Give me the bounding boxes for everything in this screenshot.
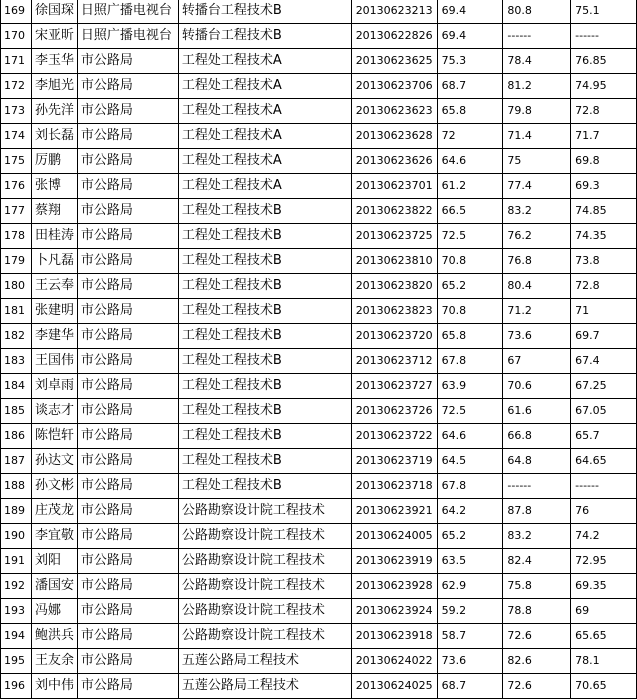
written-score-cell: 62.9 — [437, 574, 503, 599]
row-number-cell: 173 — [1, 99, 32, 124]
position-cell: 工程处工程技术A — [178, 174, 351, 199]
total-score-cell: 72.8 — [571, 99, 637, 124]
interview-score-cell: 79.8 — [503, 99, 571, 124]
employer-cell: 市公路局 — [77, 524, 178, 549]
exam-id-cell: 20130623712 — [351, 349, 437, 374]
written-score-cell: 64.2 — [437, 499, 503, 524]
total-score-cell: 78.1 — [571, 649, 637, 674]
position-cell: 工程处工程技术A — [178, 124, 351, 149]
exam-id-cell: 20130623727 — [351, 374, 437, 399]
table-row — [1, 274, 637, 299]
exam-id-cell: 20130623628 — [351, 124, 437, 149]
exam-id-cell: 20130623706 — [351, 74, 437, 99]
position-cell: 公路勘察设计院工程技术 — [178, 549, 351, 574]
candidate-name-cell: 王国伟 — [31, 349, 77, 374]
position-cell: 五莲公路局工程技术 — [178, 649, 351, 674]
table-row — [1, 324, 637, 349]
table-row — [1, 374, 637, 399]
total-score-cell: 67.25 — [571, 374, 637, 399]
candidate-name-cell: 冯娜 — [31, 599, 77, 624]
row-number-cell: 176 — [1, 174, 32, 199]
table-row — [1, 549, 637, 574]
written-score-cell: 58.7 — [437, 624, 503, 649]
employer-cell: 市公路局 — [77, 274, 178, 299]
candidate-name-cell: 宋亚昕 — [31, 24, 77, 49]
position-cell: 工程处工程技术A — [178, 149, 351, 174]
interview-score-cell: 75.8 — [503, 574, 571, 599]
table-row — [1, 574, 637, 599]
employer-cell: 市公路局 — [77, 49, 178, 74]
candidate-name-cell: 徐国琛 — [31, 0, 77, 24]
total-score-cell: 69.7 — [571, 324, 637, 349]
row-number-cell: 185 — [1, 399, 32, 424]
written-score-cell: 67.8 — [437, 349, 503, 374]
total-score-cell: 76.85 — [571, 49, 637, 74]
exam-id-cell: 20130624025 — [351, 674, 437, 699]
row-number-cell: 192 — [1, 574, 32, 599]
table-row — [1, 599, 637, 624]
employer-cell: 市公路局 — [77, 124, 178, 149]
candidate-name-cell: 张博 — [31, 174, 77, 199]
row-number-cell: 191 — [1, 549, 32, 574]
candidate-name-cell: 谈志才 — [31, 399, 77, 424]
interview-score-cell: 73.6 — [503, 324, 571, 349]
total-score-cell: 74.95 — [571, 74, 637, 99]
exam-id-cell: 20130623725 — [351, 224, 437, 249]
table-row — [1, 649, 637, 674]
row-number-cell: 171 — [1, 49, 32, 74]
interview-score-cell: 78.8 — [503, 599, 571, 624]
row-number-cell: 174 — [1, 124, 32, 149]
table-row — [1, 0, 637, 24]
table-row — [1, 499, 637, 524]
position-cell: 工程处工程技术B — [178, 274, 351, 299]
table-row — [1, 224, 637, 249]
written-score-cell: 61.2 — [437, 174, 503, 199]
table-row — [1, 674, 637, 699]
total-score-cell: ------ — [571, 24, 637, 49]
position-cell: 公路勘察设计院工程技术 — [178, 599, 351, 624]
written-score-cell: 66.5 — [437, 199, 503, 224]
interview-score-cell: 70.6 — [503, 374, 571, 399]
row-number-cell: 182 — [1, 324, 32, 349]
candidate-name-cell: 鲍洪兵 — [31, 624, 77, 649]
row-number-cell: 172 — [1, 74, 32, 99]
written-score-cell: 67.8 — [437, 474, 503, 499]
interview-score-cell: 71.4 — [503, 124, 571, 149]
table-row — [1, 524, 637, 549]
position-cell: 工程处工程技术B — [178, 349, 351, 374]
candidate-name-cell: 陈恺轩 — [31, 424, 77, 449]
written-score-cell: 64.6 — [437, 424, 503, 449]
table-body — [1, 0, 637, 699]
exam-id-cell: 20130623719 — [351, 449, 437, 474]
interview-score-cell: 82.6 — [503, 649, 571, 674]
employer-cell: 市公路局 — [77, 74, 178, 99]
exam-id-cell: 20130623626 — [351, 149, 437, 174]
candidate-name-cell: 孙文彬 — [31, 474, 77, 499]
position-cell: 工程处工程技术B — [178, 374, 351, 399]
row-number-cell: 178 — [1, 224, 32, 249]
employer-cell: 市公路局 — [77, 349, 178, 374]
total-score-cell: 65.65 — [571, 624, 637, 649]
candidate-name-cell: 李建华 — [31, 324, 77, 349]
row-number-cell: 195 — [1, 649, 32, 674]
employer-cell: 市公路局 — [77, 474, 178, 499]
row-number-cell: 193 — [1, 599, 32, 624]
interview-score-cell: ------ — [503, 24, 571, 49]
written-score-cell: 68.7 — [437, 74, 503, 99]
written-score-cell: 75.3 — [437, 49, 503, 74]
total-score-cell: 76 — [571, 499, 637, 524]
interview-score-cell: 80.4 — [503, 274, 571, 299]
position-cell: 公路勘察设计院工程技术 — [178, 574, 351, 599]
exam-id-cell: 20130623823 — [351, 299, 437, 324]
written-score-cell: 72.5 — [437, 224, 503, 249]
interview-score-cell: ------ — [503, 474, 571, 499]
interview-score-cell: 61.6 — [503, 399, 571, 424]
candidate-name-cell: 潘国安 — [31, 574, 77, 599]
exam-id-cell: 20130623919 — [351, 549, 437, 574]
exam-id-cell: 20130623924 — [351, 599, 437, 624]
exam-id-cell: 20130623921 — [351, 499, 437, 524]
candidate-name-cell: 刘阳 — [31, 549, 77, 574]
employer-cell: 日照广播电视台 — [77, 24, 178, 49]
employer-cell: 日照广播电视台 — [77, 0, 178, 24]
position-cell: 工程处工程技术B — [178, 299, 351, 324]
position-cell: 工程处工程技术B — [178, 199, 351, 224]
interview-score-cell: 64.8 — [503, 449, 571, 474]
total-score-cell: 69 — [571, 599, 637, 624]
row-number-cell: 184 — [1, 374, 32, 399]
employer-cell: 市公路局 — [77, 674, 178, 699]
interview-score-cell: 76.8 — [503, 249, 571, 274]
exam-id-cell: 20130623722 — [351, 424, 437, 449]
position-cell: 转播台工程技术B — [178, 24, 351, 49]
exam-id-cell: 20130623701 — [351, 174, 437, 199]
employer-cell: 市公路局 — [77, 649, 178, 674]
total-score-cell: 72.8 — [571, 274, 637, 299]
candidate-name-cell: 张建明 — [31, 299, 77, 324]
candidate-name-cell: 王友余 — [31, 649, 77, 674]
written-score-cell: 69.4 — [437, 0, 503, 24]
position-cell: 工程处工程技术B — [178, 224, 351, 249]
exam-id-cell: 20130623810 — [351, 249, 437, 274]
candidate-name-cell: 田桂涛 — [31, 224, 77, 249]
interview-score-cell: 71.2 — [503, 299, 571, 324]
interview-score-cell: 78.4 — [503, 49, 571, 74]
table-row — [1, 24, 637, 49]
written-score-cell: 69.4 — [437, 24, 503, 49]
table-row — [1, 74, 637, 99]
interview-score-cell: 66.8 — [503, 424, 571, 449]
interview-score-cell: 72.6 — [503, 624, 571, 649]
total-score-cell: 74.2 — [571, 524, 637, 549]
row-number-cell: 194 — [1, 624, 32, 649]
employer-cell: 市公路局 — [77, 324, 178, 349]
table-row — [1, 449, 637, 474]
exam-id-cell: 20130624022 — [351, 649, 437, 674]
position-cell: 工程处工程技术B — [178, 474, 351, 499]
exam-id-cell: 20130624005 — [351, 524, 437, 549]
employer-cell: 市公路局 — [77, 99, 178, 124]
table-row — [1, 149, 637, 174]
employer-cell: 市公路局 — [77, 399, 178, 424]
total-score-cell: 64.65 — [571, 449, 637, 474]
table-row — [1, 474, 637, 499]
interview-score-cell: 77.4 — [503, 174, 571, 199]
exam-id-cell: 20130623928 — [351, 574, 437, 599]
exam-id-cell: 20130623918 — [351, 624, 437, 649]
exam-id-cell: 20130623822 — [351, 199, 437, 224]
written-score-cell: 72 — [437, 124, 503, 149]
position-cell: 工程处工程技术A — [178, 49, 351, 74]
employer-cell: 市公路局 — [77, 299, 178, 324]
row-number-cell: 180 — [1, 274, 32, 299]
position-cell: 工程处工程技术B — [178, 249, 351, 274]
candidate-name-cell: 孙达文 — [31, 449, 77, 474]
total-score-cell: 72.95 — [571, 549, 637, 574]
candidate-name-cell: 孙先洋 — [31, 99, 77, 124]
total-score-cell: 75.1 — [571, 0, 637, 24]
written-score-cell: 63.5 — [437, 549, 503, 574]
written-score-cell: 65.8 — [437, 324, 503, 349]
candidate-name-cell: 厉鹏 — [31, 149, 77, 174]
position-cell: 工程处工程技术B — [178, 399, 351, 424]
employer-cell: 市公路局 — [77, 624, 178, 649]
written-score-cell: 68.7 — [437, 674, 503, 699]
employer-cell: 市公路局 — [77, 374, 178, 399]
candidate-name-cell: 王云奉 — [31, 274, 77, 299]
candidate-name-cell: 卜凡磊 — [31, 249, 77, 274]
interview-score-cell: 80.8 — [503, 0, 571, 24]
row-number-cell: 186 — [1, 424, 32, 449]
table-row — [1, 349, 637, 374]
written-score-cell: 64.6 — [437, 149, 503, 174]
written-score-cell: 63.9 — [437, 374, 503, 399]
employer-cell: 市公路局 — [77, 449, 178, 474]
row-number-cell: 189 — [1, 499, 32, 524]
total-score-cell: 69.3 — [571, 174, 637, 199]
table-row — [1, 624, 637, 649]
row-number-cell: 181 — [1, 299, 32, 324]
written-score-cell: 70.8 — [437, 299, 503, 324]
position-cell: 工程处工程技术A — [178, 74, 351, 99]
interview-score-cell: 76.2 — [503, 224, 571, 249]
total-score-cell: 71.7 — [571, 124, 637, 149]
total-score-cell: 67.05 — [571, 399, 637, 424]
interview-score-cell: 67 — [503, 349, 571, 374]
total-score-cell: ------ — [571, 474, 637, 499]
row-number-cell: 170 — [1, 24, 32, 49]
row-number-cell: 183 — [1, 349, 32, 374]
exam-id-cell: 20130622826 — [351, 24, 437, 49]
table-row — [1, 124, 637, 149]
table-row — [1, 99, 637, 124]
employer-cell: 市公路局 — [77, 499, 178, 524]
position-cell: 工程处工程技术B — [178, 324, 351, 349]
position-cell: 工程处工程技术A — [178, 99, 351, 124]
candidate-name-cell: 刘长磊 — [31, 124, 77, 149]
written-score-cell: 65.2 — [437, 524, 503, 549]
exam-id-cell: 20130623623 — [351, 99, 437, 124]
candidate-name-cell: 李宜敬 — [31, 524, 77, 549]
total-score-cell: 69.8 — [571, 149, 637, 174]
written-score-cell: 72.5 — [437, 399, 503, 424]
table-row — [1, 299, 637, 324]
row-number-cell: 179 — [1, 249, 32, 274]
employer-cell: 市公路局 — [77, 574, 178, 599]
candidate-name-cell: 刘卓雨 — [31, 374, 77, 399]
position-cell: 公路勘察设计院工程技术 — [178, 499, 351, 524]
candidate-name-cell: 刘中伟 — [31, 674, 77, 699]
position-cell: 转播台工程技术B — [178, 0, 351, 24]
written-score-cell: 64.5 — [437, 449, 503, 474]
exam-id-cell: 20130623718 — [351, 474, 437, 499]
total-score-cell: 65.7 — [571, 424, 637, 449]
employer-cell: 市公路局 — [77, 224, 178, 249]
total-score-cell: 67.4 — [571, 349, 637, 374]
table-row — [1, 174, 637, 199]
employer-cell: 市公路局 — [77, 199, 178, 224]
employer-cell: 市公路局 — [77, 599, 178, 624]
row-number-cell: 188 — [1, 474, 32, 499]
table-row — [1, 249, 637, 274]
position-cell: 公路勘察设计院工程技术 — [178, 524, 351, 549]
candidate-name-cell: 庄茂龙 — [31, 499, 77, 524]
candidate-name-cell: 蔡翔 — [31, 199, 77, 224]
table-row — [1, 49, 637, 74]
position-cell: 公路勘察设计院工程技术 — [178, 624, 351, 649]
exam-id-cell: 20130623720 — [351, 324, 437, 349]
employer-cell: 市公路局 — [77, 424, 178, 449]
exam-id-cell: 20130623820 — [351, 274, 437, 299]
table-row — [1, 199, 637, 224]
interview-score-cell: 75 — [503, 149, 571, 174]
written-score-cell: 65.2 — [437, 274, 503, 299]
row-number-cell: 190 — [1, 524, 32, 549]
written-score-cell: 70.8 — [437, 249, 503, 274]
table-row — [1, 399, 637, 424]
employer-cell: 市公路局 — [77, 174, 178, 199]
row-number-cell: 196 — [1, 674, 32, 699]
row-number-cell: 177 — [1, 199, 32, 224]
interview-score-cell: 72.6 — [503, 674, 571, 699]
candidate-name-cell: 李旭光 — [31, 74, 77, 99]
written-score-cell: 59.2 — [437, 599, 503, 624]
position-cell: 工程处工程技术B — [178, 449, 351, 474]
table-row — [1, 424, 637, 449]
interview-score-cell: 82.4 — [503, 549, 571, 574]
employer-cell: 市公路局 — [77, 149, 178, 174]
total-score-cell: 74.85 — [571, 199, 637, 224]
total-score-cell: 73.8 — [571, 249, 637, 274]
total-score-cell: 69.35 — [571, 574, 637, 599]
row-number-cell: 175 — [1, 149, 32, 174]
exam-id-cell: 20130623625 — [351, 49, 437, 74]
candidate-name-cell: 李玉华 — [31, 49, 77, 74]
employer-cell: 市公路局 — [77, 549, 178, 574]
total-score-cell: 70.65 — [571, 674, 637, 699]
position-cell: 工程处工程技术B — [178, 424, 351, 449]
employer-cell: 市公路局 — [77, 249, 178, 274]
row-number-cell: 169 — [1, 0, 32, 24]
exam-id-cell: 20130623213 — [351, 0, 437, 24]
interview-score-cell: 81.2 — [503, 74, 571, 99]
interview-score-cell: 87.8 — [503, 499, 571, 524]
total-score-cell: 74.35 — [571, 224, 637, 249]
interview-score-cell: 83.2 — [503, 524, 571, 549]
position-cell: 五莲公路局工程技术 — [178, 674, 351, 699]
total-score-cell: 71 — [571, 299, 637, 324]
exam-id-cell: 20130623726 — [351, 399, 437, 424]
interview-score-cell: 83.2 — [503, 199, 571, 224]
written-score-cell: 65.8 — [437, 99, 503, 124]
written-score-cell: 73.6 — [437, 649, 503, 674]
row-number-cell: 187 — [1, 449, 32, 474]
